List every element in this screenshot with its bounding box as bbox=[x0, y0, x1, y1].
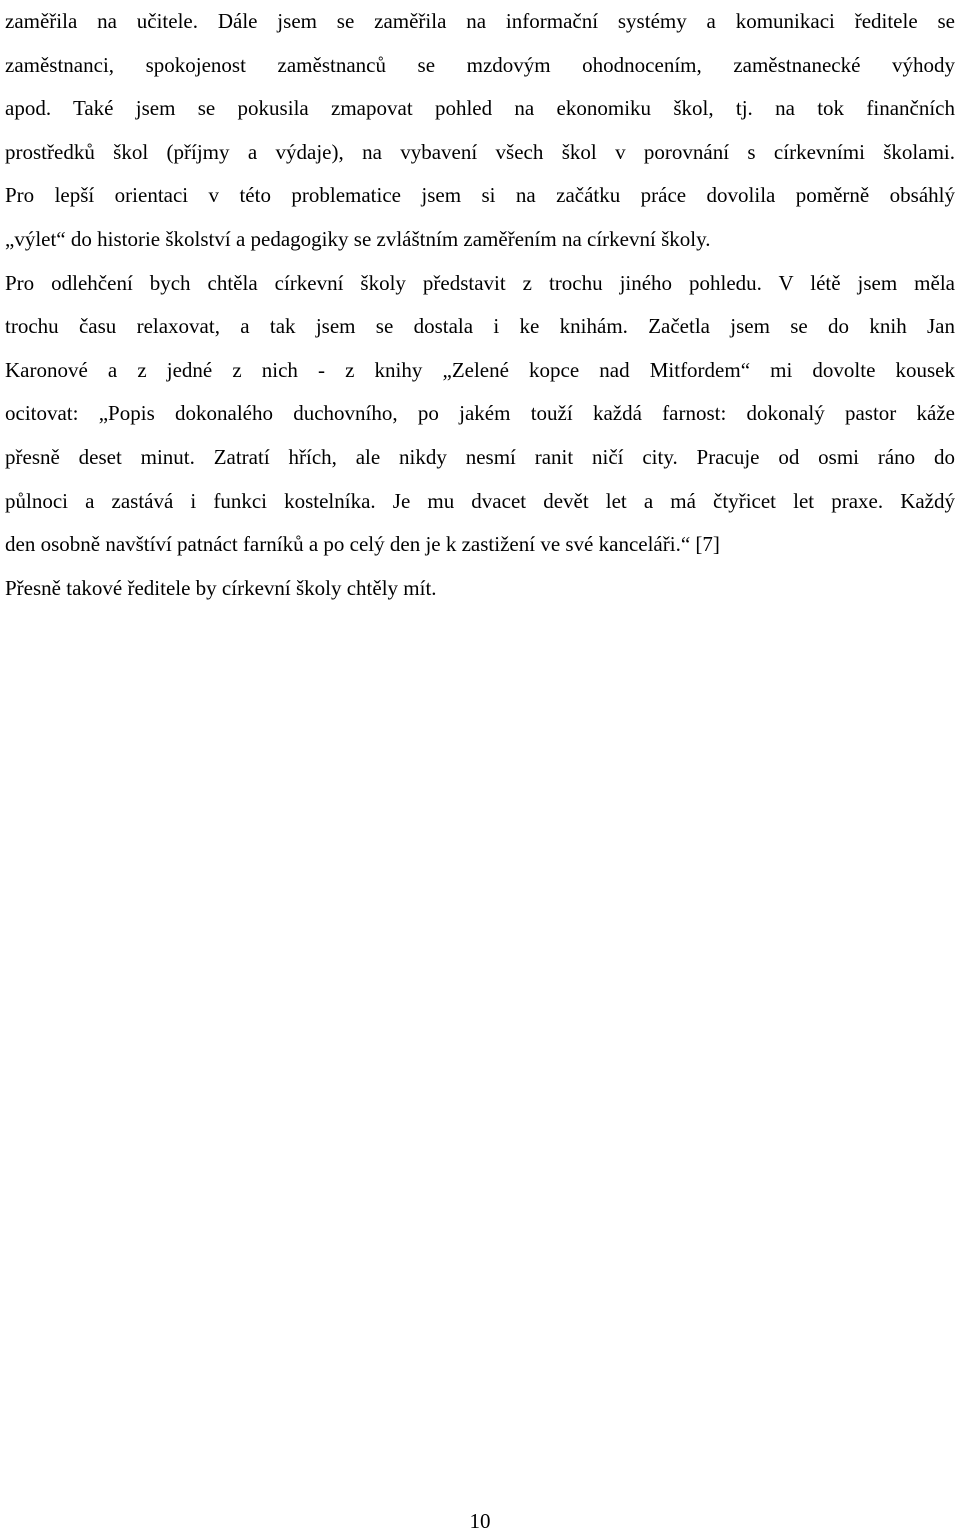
text-line: „výlet“ do historie školství a pedagogiky se zvláštním zaměřením na církevní školy. bbox=[5, 226, 711, 251]
text-line: ocitovat: „Popis dokonalého duchovního, po jakém touží každá farnost: dokonalý pastor káže bbox=[5, 401, 955, 426]
text-line: prostředků škol (příjmy a výdaje), na vybavení všech škol v porovnání s církevními školami. bbox=[5, 139, 955, 164]
body-text bbox=[5, 0, 955, 610]
text-line: apod. Také jsem se pokusila zmapovat pohled na ekonomiku škol, tj. na tok finančních bbox=[5, 96, 955, 121]
text-line: Karonové a z jedné z nich - z knihy „Zelené kopce nad Mitfordem“ mi dovolte kousek bbox=[5, 357, 955, 382]
text-line: den osobně navštíví patnáct farníků a po celý den je k zastižení ve své kanceláři.“ [7] bbox=[5, 532, 720, 557]
page-number: 10 bbox=[469, 1509, 491, 1533]
text-line: zaměřila na učitele. Dále jsem se zaměřila na informační systémy a komunikaci ředitele se bbox=[5, 9, 955, 33]
text-line: zaměstnanci, spokojenost zaměstnanců se mzdovým ohodnocením, zaměstnanecké výhody bbox=[5, 52, 955, 77]
text-line: Pro lepší orientaci v této problematice jsem si na začátku práce dovolila poměrně obsáhlý bbox=[5, 183, 955, 208]
text-line: půlnoci a zastává i funkci kostelníka. Je mu dvacet devět let a má čtyřicet let praxe. Každý bbox=[5, 488, 955, 513]
text-line: přesně deset minut. Zatratí hřích, ale nikdy nesmí ranit ničí city. Pracuje od osmi ráno do bbox=[5, 444, 955, 469]
text-line: Přesně takové ředitele by církevní školy chtěly mít. bbox=[5, 575, 437, 600]
text-line: trochu času relaxovat, a tak jsem se dostala i ke knihám. Začetla jsem se do knih Jan bbox=[5, 314, 955, 339]
text-line: Pro odlehčení bych chtěla církevní školy představit z trochu jiného pohledu. V létě jsem měla bbox=[5, 270, 955, 295]
